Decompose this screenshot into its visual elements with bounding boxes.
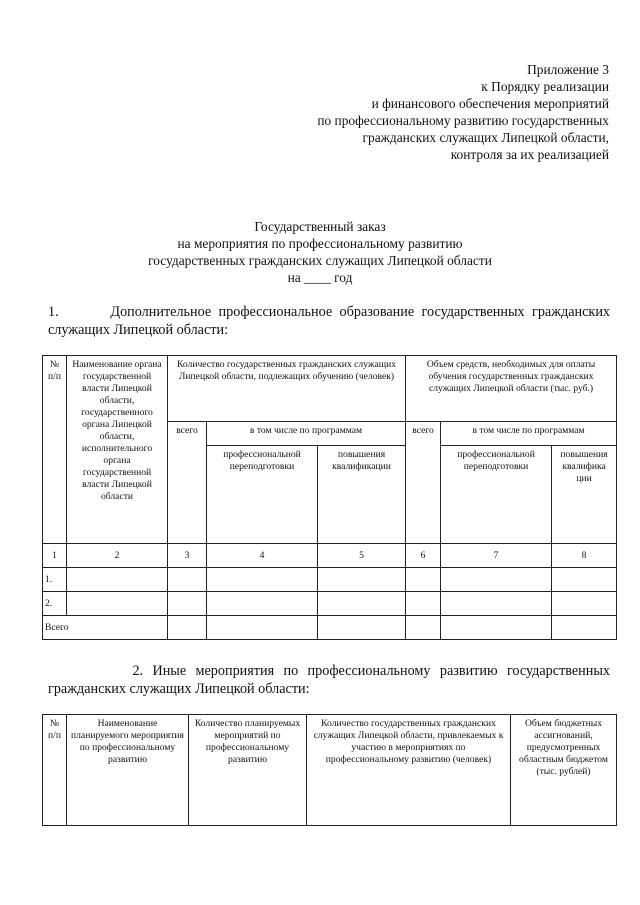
header-count-qualification: повышения квалификации: [318, 446, 406, 544]
table-cell: [552, 568, 617, 592]
title-line: на мероприятия по профессиональному развитию: [177, 236, 463, 251]
table-cell: [168, 616, 207, 640]
header-org: Наименование органа государственной власти Липецкой области, государственного органа Липецкой области, исполнительного органа государственной власти Липецкой области: [67, 356, 168, 544]
section-1-line-1: Дополнительное профессиональное образование государственных гражданских: [110, 304, 611, 320]
table-cell: [441, 568, 552, 592]
col-number: 7: [441, 544, 552, 568]
row-number: 1.: [43, 568, 67, 592]
training-table: [42, 355, 617, 640]
table-cell: [552, 592, 617, 616]
header-count-total: всего: [168, 422, 207, 544]
col-number: 5: [318, 544, 406, 568]
table-cell: [318, 616, 406, 640]
section-1-heading: [48, 303, 610, 339]
table-cell: [318, 592, 406, 616]
header-funds-qualification: повышения квалифика ции: [552, 446, 617, 544]
title-line: на ____ год: [287, 270, 353, 285]
total-label: Всего: [43, 616, 168, 640]
col-number: 8: [552, 544, 617, 568]
row-number: 2.: [43, 592, 67, 616]
header-funds-including: в том числе по программам: [441, 422, 617, 446]
table-cell: [67, 592, 168, 616]
activities-table: [42, 714, 617, 826]
table-cell: [406, 616, 441, 640]
appendix-line: Приложение 3: [527, 62, 609, 77]
document-title: [0, 218, 640, 286]
header-count: Количество государственных гражданских служащих Липецкой области, подлежащих обучению (человек): [168, 356, 406, 422]
table-cell: [406, 568, 441, 592]
table-cell: [168, 568, 207, 592]
table-row: [43, 592, 617, 616]
table-cell: [318, 568, 406, 592]
section-1-line-2: служащих Липецкой области:: [48, 322, 229, 338]
section-2-heading: [48, 662, 610, 698]
section-2-line-1: 2. Иные мероприятия по профессиональному развитию государственных: [132, 663, 610, 679]
col-number: 6: [406, 544, 441, 568]
header-activity-name: Наименование планируемого мероприятия по профессиональному развитию: [67, 715, 189, 826]
total-row: [43, 616, 617, 640]
appendix-header: [189, 61, 609, 163]
header-count-including: в том числе по программам: [207, 422, 406, 446]
header-funds: Объем средств, необходимых для оплаты обучения государственных гражданских служащих Липецкой области (тыс. руб.): [406, 356, 617, 422]
header-num: № п/п: [43, 715, 67, 826]
table-row: [43, 568, 617, 592]
table-cell: [67, 568, 168, 592]
appendix-line: по профессиональному развитию государственных: [317, 113, 609, 128]
title-line: Государственный заказ: [254, 219, 386, 234]
header-funds-total: всего: [406, 422, 441, 544]
col-number: 3: [168, 544, 207, 568]
table-cell: [207, 616, 318, 640]
table-cell: [441, 592, 552, 616]
appendix-line: контроля за их реализацией: [450, 147, 609, 162]
col-number: 4: [207, 544, 318, 568]
table-cell: [207, 592, 318, 616]
section-1-number: 1.: [48, 304, 59, 320]
appendix-line: и финансового обеспечения мероприятий: [371, 96, 609, 111]
appendix-line: к Порядку реализации: [481, 79, 609, 94]
header-num: № п/п: [43, 356, 67, 544]
header-activity-count: Количество планируемых мероприятий по профессиональному развитию: [189, 715, 307, 826]
table-cell: [441, 616, 552, 640]
appendix-line: гражданских служащих Липецкой области,: [362, 130, 609, 145]
col-number: 1: [43, 544, 67, 568]
header-count-retraining: профессиональной переподготовки: [207, 446, 318, 544]
header-funds-retraining: профессиональной переподготовки: [441, 446, 552, 544]
table-cell: [207, 568, 318, 592]
header-participants: Количество государственных гражданских служащих Липецкой области, привлекаемых к участию в мероприятиях по профессиональному развитию (человек): [307, 715, 511, 826]
table-cell: [168, 592, 207, 616]
header-budget: Объем бюджетных ассигнований, предусмотренных областным бюджетом (тыс. рублей): [511, 715, 617, 826]
col-number: 2: [67, 544, 168, 568]
title-line: государственных гражданских служащих Липецкой области: [148, 253, 492, 268]
section-2-line-2: гражданских служащих Липецкой области:: [48, 681, 310, 697]
table-cell: [552, 616, 617, 640]
table-cell: [406, 592, 441, 616]
